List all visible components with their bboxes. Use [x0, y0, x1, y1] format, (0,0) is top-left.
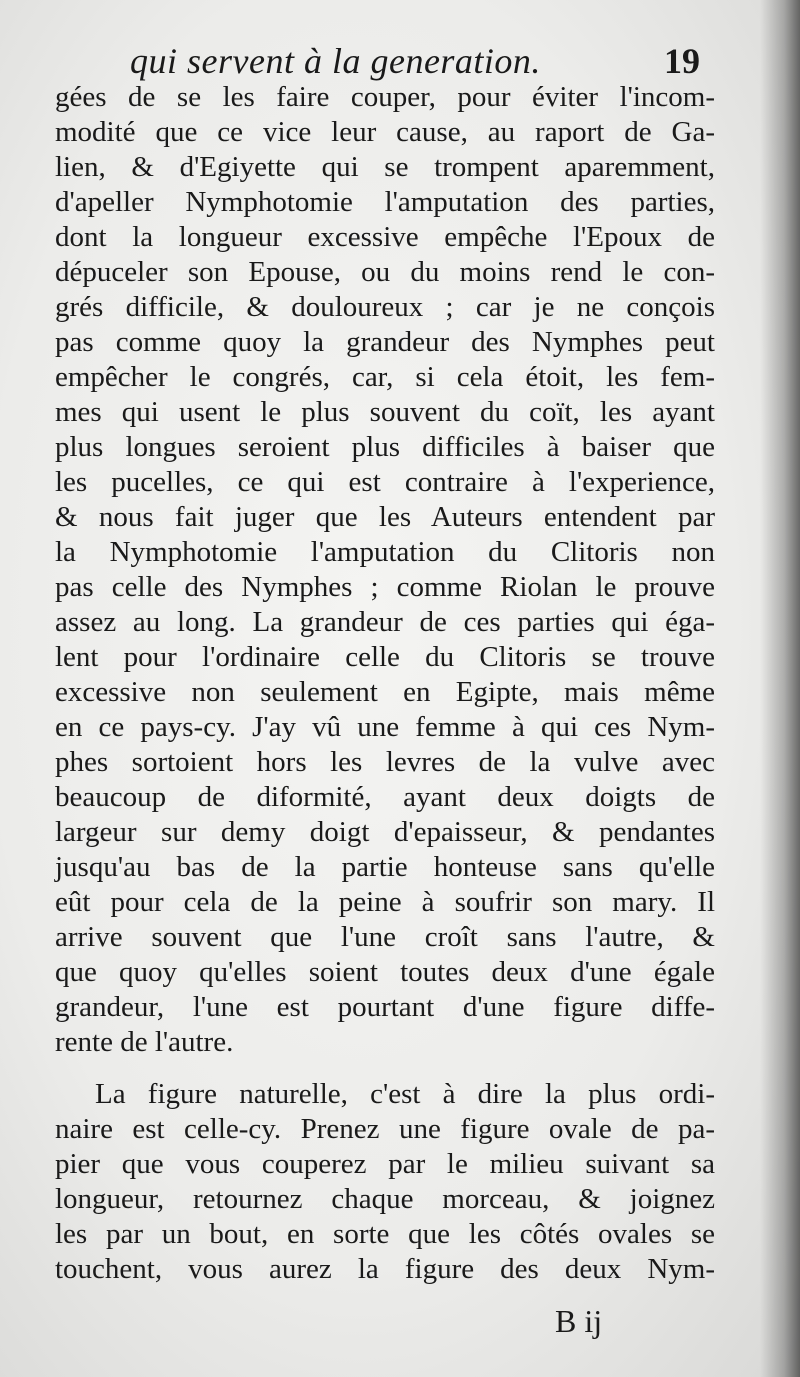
text-line: modité que ce vice leur cause, au raport de Ga-: [55, 116, 715, 148]
text-line: la Nymphotomie l'amputation du Clitoris non: [55, 536, 715, 568]
text-line: & nous fait juger que les Auteurs entendent par: [55, 501, 715, 533]
text-line: empêcher le congrés, car, si cela étoit, les fem-: [55, 361, 715, 393]
text-line: lent pour l'ordinaire celle du Clitoris se trouve: [55, 641, 715, 673]
text-line: grandeur, l'une est pourtant d'une figure diffe-: [55, 991, 715, 1023]
text-line: phes sortoient hors les levres de la vulve avec: [55, 746, 715, 778]
text-line: arrive souvent que l'une croît sans l'autre, &: [55, 921, 715, 953]
text-line: eût pour cela de la peine à soufrir son mary. Il: [55, 886, 715, 918]
text-line: en ce pays-cy. J'ay vû une femme à qui ces Nym-: [55, 711, 715, 743]
text-line: dépuceler son Epouse, ou du moins rend le con-: [55, 256, 715, 288]
text-line: assez au long. La grandeur de ces parties qui éga-: [55, 606, 715, 638]
text-line: pier que vous couperez par le milieu suivant sa: [55, 1148, 715, 1180]
text-line: excessive non seulement en Egipte, mais même: [55, 676, 715, 708]
page-number: 19: [664, 41, 700, 81]
text-line: longueur, retournez chaque morceau, & joignez: [55, 1183, 715, 1215]
body-text: [55, 80, 715, 1287]
text-line: les par un bout, en sorte que les côtés ovales se: [55, 1218, 715, 1250]
text-line: gées de se les faire couper, pour éviter l'incom-: [55, 81, 715, 113]
text-line: d'apeller Nymphotomie l'amputation des parties,: [55, 186, 715, 218]
text-line: plus longues seroient plus difficiles à baiser que: [55, 431, 715, 463]
text-line: grés difficile, & douloureux ; car je ne conçois: [55, 291, 715, 323]
text-line: jusqu'au bas de la partie honteuse sans qu'elle: [55, 851, 715, 883]
page-spine-shadow: [760, 0, 800, 1377]
text-line: rente de l'autre.: [55, 1026, 234, 1058]
running-head: qui servent à la generation.: [130, 41, 541, 81]
text-line: pas comme quoy la grandeur des Nymphes peut: [55, 326, 715, 358]
text-line: pas celle des Nymphes ; comme Riolan le prouve: [55, 571, 715, 603]
text-line: lien, & d'Egiyette qui se trompent aparemment,: [55, 151, 715, 183]
text-line: largeur sur demy doigt d'epaisseur, & pendantes: [55, 816, 715, 848]
paragraph-start-line: La figure naturelle, c'est à dire la plus ordi-: [95, 1078, 715, 1110]
text-line: naire est celle-cy. Prenez une figure ovale de pa-: [55, 1113, 715, 1145]
text-line: les pucelles, ce qui est contraire à l'experience,: [55, 466, 715, 498]
text-line: dont la longueur excessive empêche l'Epoux de: [55, 221, 715, 253]
text-line: touchent, vous aurez la figure des deux Nym-: [55, 1253, 715, 1285]
signature-mark: B ij: [555, 1303, 603, 1339]
text-line: beaucoup de diformité, ayant deux doigts de: [55, 781, 715, 813]
text-line: mes qui usent le plus souvent du coït, les ayant: [55, 396, 715, 428]
text-line: que quoy qu'elles soient toutes deux d'une égale: [55, 956, 715, 988]
